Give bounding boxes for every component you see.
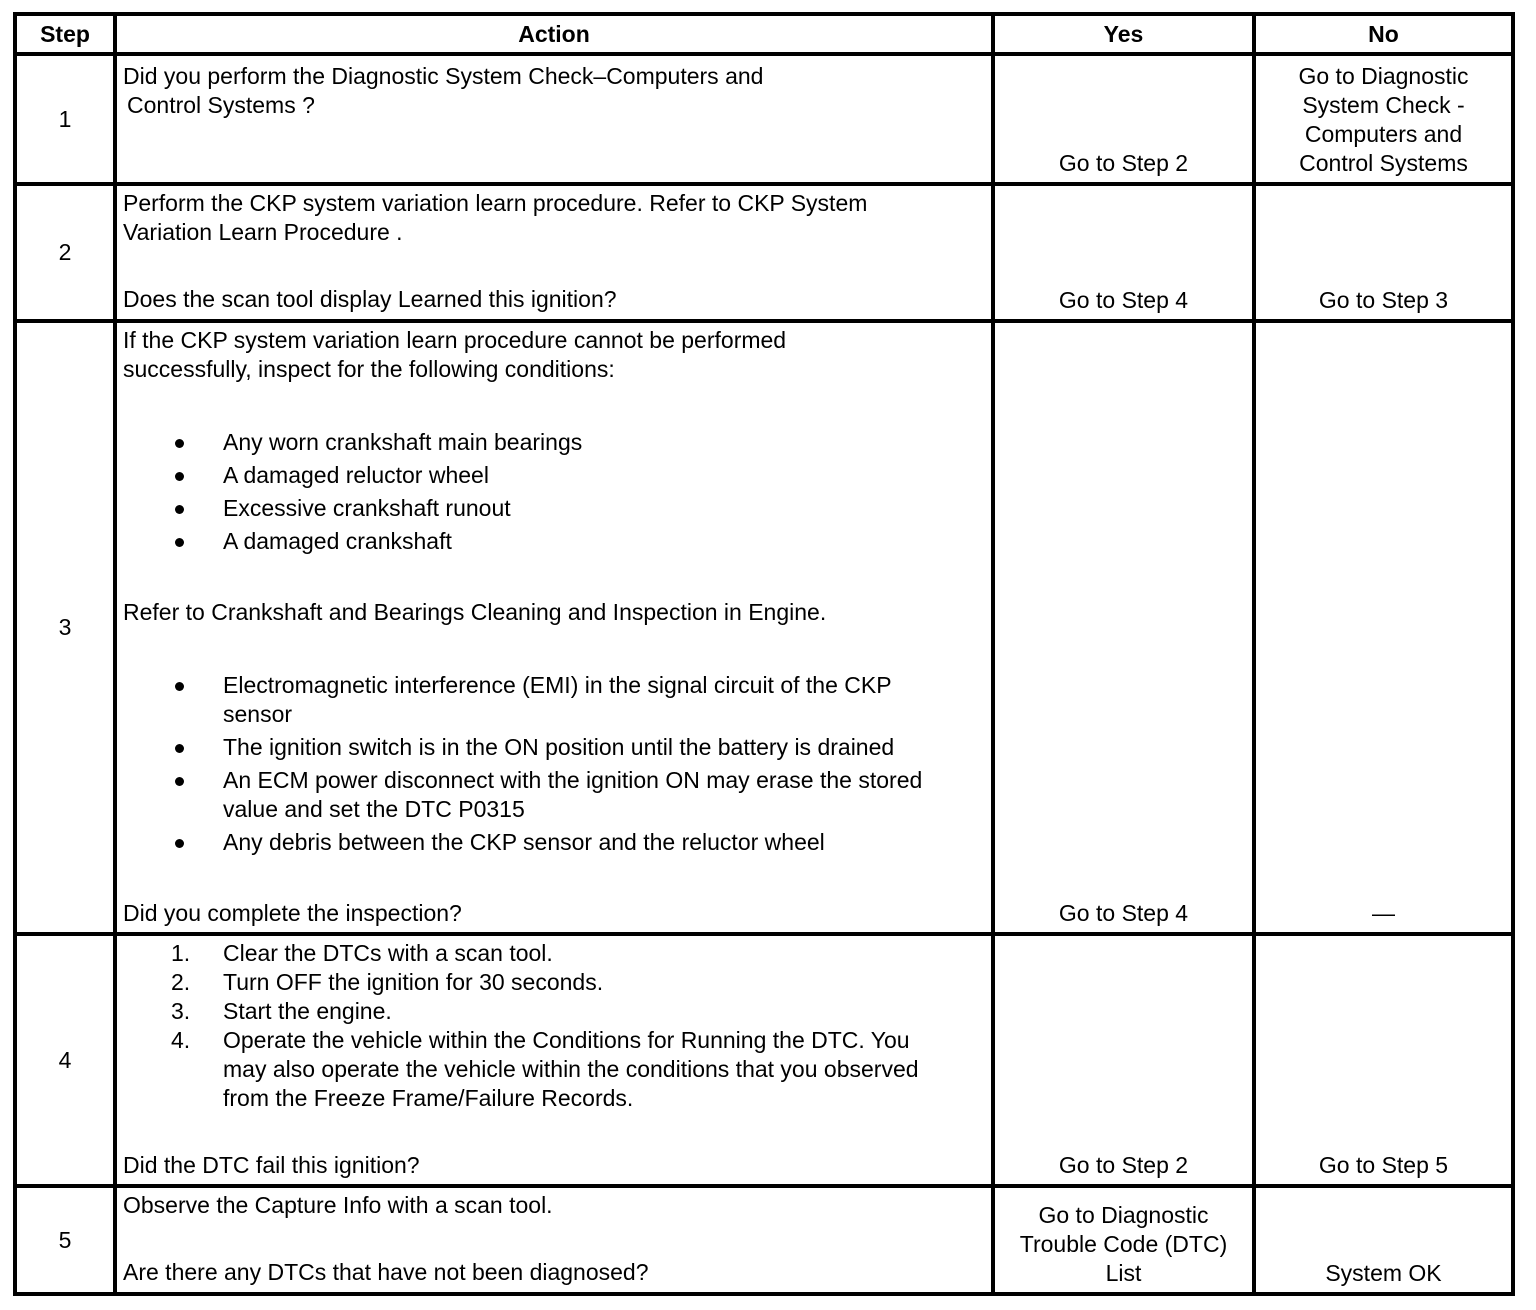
action-text: Observe the Capture Info with a scan tool. [123, 1192, 553, 1218]
list-item-line: Start the engine. [223, 998, 392, 1024]
list-item [123, 828, 985, 857]
no-action: Go to Step 3 [1318, 287, 1449, 313]
list-item-line: An ECM power disconnect with the ignition ON may erase the stored [223, 767, 923, 793]
yes-action: Go to Step 4 [1058, 900, 1189, 926]
no-action-line: Control Systems [1299, 150, 1468, 176]
action-text: Variation Learn Procedure . [123, 219, 403, 245]
action-text: Control Systems ? [127, 92, 315, 118]
header-step: Step [15, 14, 115, 54]
list-item [123, 968, 985, 997]
action-text: If the CKP system variation learn procedure cannot be performed [123, 327, 787, 353]
action-cell [115, 321, 993, 934]
table-row [15, 321, 1513, 934]
list-item-line: value and set the DTC P0315 [223, 796, 525, 822]
yes-cell [993, 54, 1254, 184]
yes-cell [993, 934, 1254, 1186]
step-number: 4 [15, 934, 115, 1186]
action-text: Did you perform the Diagnostic System Check–Computers and [123, 63, 764, 89]
yes-action: Go to Step 2 [1058, 150, 1189, 176]
list-item [123, 766, 985, 824]
condition-list [123, 671, 985, 857]
no-cell [1254, 184, 1513, 321]
list-item-line: The ignition switch is in the ON position until the battery is drained [223, 734, 895, 760]
list-item [123, 1026, 985, 1113]
condition-list [123, 428, 985, 556]
yes-cell [993, 321, 1254, 934]
no-action-line: System Check - [1302, 92, 1465, 118]
list-item-line: Any debris between the CKP sensor and the reluctor wheel [223, 829, 825, 855]
list-item-line: Operate the vehicle within the Conditions for Running the DTC. You [223, 1027, 910, 1053]
yes-action-line: List [1105, 1260, 1142, 1286]
list-item [123, 733, 985, 762]
step-number: 1 [15, 54, 115, 184]
action-question: Are there any DTCs that have not been diagnosed? [123, 1259, 649, 1285]
no-cell [1254, 1186, 1513, 1294]
list-number: 3. [171, 998, 191, 1024]
list-item [123, 939, 985, 968]
list-item-line: sensor [223, 701, 293, 727]
list-item: Excessive crankshaft runout [123, 494, 985, 523]
list-item-line: may also operate the vehicle within the conditions that you observed [223, 1056, 919, 1082]
list-item: A damaged crankshaft [123, 527, 985, 556]
list-item [123, 671, 985, 729]
no-action: — [1372, 900, 1395, 926]
yes-cell [993, 1186, 1254, 1294]
list-number: 1. [171, 940, 191, 966]
action-question: Did you complete the inspection? [123, 900, 462, 926]
diagnostic-table [13, 12, 1515, 1296]
list-item: Any worn crankshaft main bearings [123, 428, 985, 457]
step-number: 3 [15, 321, 115, 934]
step-number: 2 [15, 184, 115, 321]
action-cell [115, 54, 993, 184]
no-cell [1254, 934, 1513, 1186]
action-cell [115, 184, 993, 321]
list-number: 4. [171, 1027, 191, 1053]
no-cell [1254, 321, 1513, 934]
action-cell [115, 934, 993, 1186]
header-action: Action [115, 14, 993, 54]
table-row [15, 934, 1513, 1186]
header-yes: Yes [993, 14, 1254, 54]
yes-cell [993, 184, 1254, 321]
step-number: 5 [15, 1186, 115, 1294]
action-cell [115, 1186, 993, 1294]
table-row [15, 1186, 1513, 1294]
action-text: successfully, inspect for the following conditions: [123, 356, 615, 382]
table-row [15, 184, 1513, 321]
header-row [15, 14, 1513, 54]
header-no: No [1254, 14, 1513, 54]
no-action: System OK [1325, 1260, 1442, 1286]
no-action: Go to Step 5 [1318, 1152, 1449, 1178]
table-row [15, 54, 1513, 184]
list-item: A damaged reluctor wheel [123, 461, 985, 490]
action-question: Does the scan tool display Learned this ignition? [123, 286, 617, 312]
list-item [123, 997, 985, 1026]
list-item-line: Clear the DTCs with a scan tool. [223, 940, 553, 966]
yes-action-line: Go to Diagnostic [1038, 1202, 1209, 1228]
action-text: Perform the CKP system variation learn procedure. Refer to CKP System [123, 190, 868, 216]
no-cell [1254, 54, 1513, 184]
yes-action-line: Trouble Code (DTC) [1019, 1231, 1228, 1257]
action-question: Did the DTC fail this ignition? [123, 1152, 420, 1178]
no-action-line: Computers and [1304, 121, 1463, 147]
yes-action: Go to Step 2 [1058, 1152, 1189, 1178]
list-item-line: Turn OFF the ignition for 30 seconds. [223, 969, 604, 995]
refer-text: Refer to Crankshaft and Bearings Cleaning and Inspection in Engine. [123, 599, 827, 625]
procedure-list [123, 939, 985, 1113]
yes-action: Go to Step 4 [1058, 287, 1189, 313]
list-number: 2. [171, 969, 191, 995]
list-item-line: Electromagnetic interference (EMI) in the signal circuit of the CKP [223, 672, 892, 698]
list-item-line: from the Freeze Frame/Failure Records. [223, 1085, 634, 1111]
no-action-line: Go to Diagnostic [1298, 63, 1469, 89]
